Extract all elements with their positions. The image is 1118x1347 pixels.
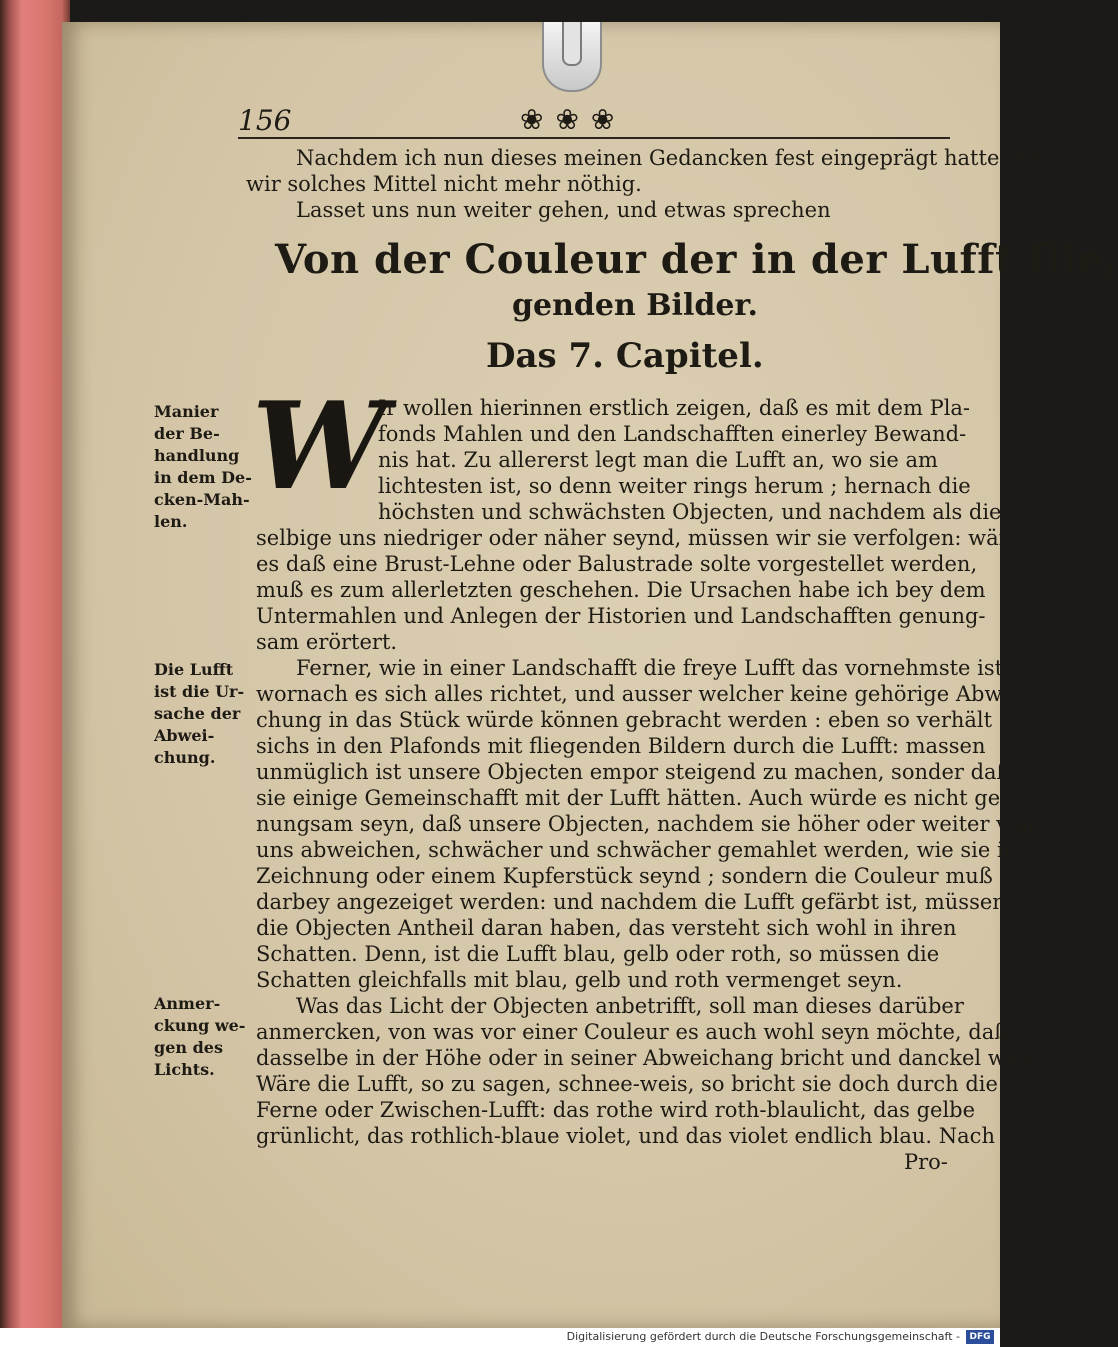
dfg-logo-icon: DFG [966, 1330, 994, 1344]
text-line: Nachdem ich nun dieses meinen Gedancken fest eingeprägt hatte, war [296, 146, 1054, 170]
body-line: Ir wollen hierinnen erstlich zeigen, daß es mit dem Pla- [378, 396, 971, 420]
margin-note: ckung we- [154, 1016, 246, 1035]
body-line: sam erörtert. [256, 630, 398, 654]
body-line: anmercken, von was vor einer Couleur es auch wohl seyn möchte, daß [256, 1020, 1009, 1044]
page-number: 156 [238, 104, 292, 137]
body-line: Untermahlen und Anlegen der Historien und Landschafften genung- [256, 604, 986, 628]
body-line: nungsam seyn, daß unsere Objecten, nachdem sie höher oder weiter von [256, 812, 1035, 836]
catchword: Pro- [904, 1150, 948, 1174]
header-rule [238, 137, 950, 139]
margin-note: len. [154, 512, 188, 531]
margin-note: sache der [154, 704, 241, 723]
body-line: grünlicht, das rothlich-blaue violet, und das violet endlich blau. Nach [256, 1124, 995, 1148]
margin-note: Die Lufft [154, 660, 234, 679]
body-line: Ferner, wie in einer Landschafft die freye Lufft das vornehmste ist, [296, 656, 1010, 680]
margin-note: Anmer- [154, 994, 221, 1013]
body-line: Zeichnung oder einem Kupferstück seynd ; sondern die Couleur muß [256, 864, 993, 888]
margin-note: chung. [154, 748, 216, 767]
margin-note: Abwei- [154, 726, 215, 745]
section-heading: Von der Couleur der in der Lufft flie, [275, 236, 1118, 283]
body-line: chung in das Stück würde können gebracht werden : eben so verhält [256, 708, 993, 732]
body-line: dasselbe in der Höhe oder in seiner Abweichang bricht und danckel wird. [256, 1046, 1043, 1070]
body-line: wornach es sich alles richtet, und ausser welcher keine gehörige Abwei- [256, 682, 1029, 706]
body-line: unmüglich ist unsere Objecten empor steigend zu machen, sonder daß [256, 760, 1011, 784]
margin-note: Lichts. [154, 1060, 215, 1079]
body-line: sichs in den Plafonds mit fliegenden Bildern durch die Lufft: massen [256, 734, 986, 758]
header-ornament: ❀❀❀ [520, 103, 627, 136]
body-line: Was das Licht der Objecten anbetrifft, soll man dieses darüber [296, 994, 964, 1018]
body-line: fonds Mahlen und den Landschafften einerley Bewand- [378, 422, 967, 446]
text-line: wir solches Mittel nicht mehr nöthig. [246, 172, 642, 196]
body-line: sie einige Gemeinschafft mit der Lufft hätten. Auch würde es nicht ge- [256, 786, 1008, 810]
margin-note: handlung [154, 446, 240, 465]
chapter-title: Das 7. Capitel. [486, 336, 764, 376]
body-line: Schatten gleichfalls mit blau, gelb und roth vermenget seyn. [256, 968, 903, 992]
margin-note: gen des [154, 1038, 223, 1057]
body-line: uns abweichen, schwächer und schwächer gemahlet werden, wie sie in einer [256, 838, 1080, 862]
body-line: höchsten und schwächsten Objecten, und nachdem als die- [378, 500, 1009, 524]
book-page-edge [0, 0, 70, 1328]
funding-notice: Digitalisierung gefördert durch die Deutsche Forschungsgemeinschaft - [566, 1330, 960, 1343]
margin-note: Manier [154, 402, 219, 421]
body-line: selbige uns niedriger oder näher seynd, müssen wir sie verfolgen: wäre [256, 526, 1022, 550]
body-line: muß es zum allerletzten geschehen. Die Ursachen habe ich bey dem [256, 578, 986, 602]
body-line: es daß eine Brust-Lehne oder Balustrade solte vorgestellet werden, [256, 552, 978, 576]
body-line: Ferne oder Zwischen-Lufft: das rothe wird roth-blaulicht, das gelbe [256, 1098, 976, 1122]
margin-note: cken-Mah- [154, 490, 250, 509]
body-line: Wäre die Lufft, so zu sagen, schnee-weis, so bricht sie doch durch die [256, 1072, 998, 1096]
text-line: Lasset uns nun weiter gehen, und etwas sprechen [296, 198, 831, 222]
body-line: Schatten. Denn, ist die Lufft blau, gelb oder roth, so müssen die [256, 942, 940, 966]
drop-cap: W [252, 376, 387, 517]
body-line: darbey angezeiget werden: und nachdem die Lufft gefärbt ist, müssen [256, 890, 1006, 914]
body-line: die Objecten Antheil daran haben, das versteht sich wohl in ihren [256, 916, 957, 940]
footer-bar [0, 1328, 1000, 1347]
body-line: nis hat. Zu allererst legt man die Lufft an, wo sie am [378, 448, 938, 472]
margin-note: ist die Ur- [154, 682, 245, 701]
paper-clip [542, 22, 602, 92]
margin-note: in dem De- [154, 468, 252, 487]
body-line: lichtesten ist, so denn weiter rings herum ; hernach die [378, 474, 971, 498]
section-heading-cont: genden Bilder. [512, 288, 758, 323]
margin-note: der Be- [154, 424, 220, 443]
